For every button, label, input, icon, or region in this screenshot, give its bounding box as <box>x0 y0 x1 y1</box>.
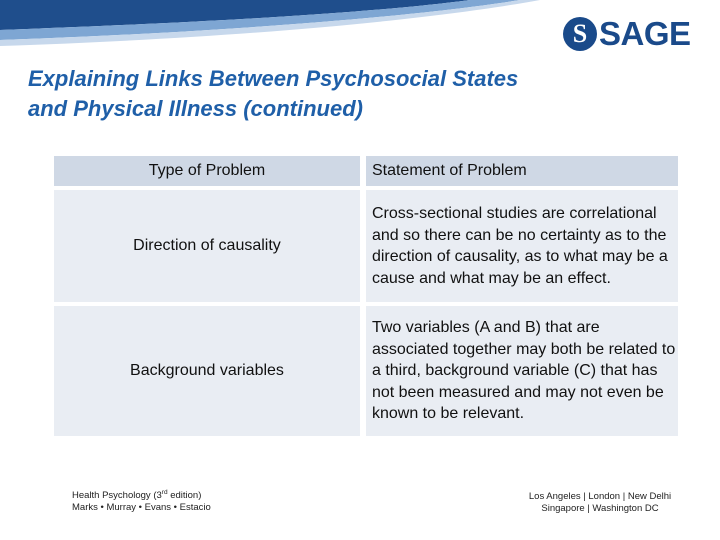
title-line-2: and Physical Illness (continued) <box>28 96 363 121</box>
row-type-cell: Background variables <box>54 302 360 436</box>
publisher-cities <box>520 491 680 515</box>
book-authors: Marks • Murray • Evans • Estacio <box>72 502 211 514</box>
row-type-cell: Direction of causality <box>54 186 360 302</box>
title-line-1: Explaining Links Between Psychosocial States <box>28 66 519 91</box>
sage-logo <box>563 14 691 54</box>
sage-logo-text: SAGE <box>599 15 691 52</box>
table-header-row <box>54 156 678 186</box>
slide-title <box>28 64 688 124</box>
header-statement-of-problem: Statement of Problem <box>360 156 678 186</box>
book-title: Health Psychology (3rd edition) <box>72 489 202 502</box>
sage-logo-icon: S <box>563 17 597 51</box>
table-row <box>54 302 678 436</box>
problems-table <box>54 156 678 436</box>
table-row <box>54 186 678 302</box>
cities-line-1: Los Angeles | London | New Delhi <box>528 491 672 502</box>
book-citation <box>72 487 211 514</box>
row-statement-cell: Cross-sectional studies are correlational and so there can be no certainty as to the direction of causality, as to what may be a cause and what may be an effect. <box>360 186 678 302</box>
row-statement-cell: Two variables (A and B) that are associated together may both be related to a third, background variable (C) that has not been measured and may not even be known to be relevant. <box>360 302 678 436</box>
header-type-of-problem: Type of Problem <box>54 156 360 186</box>
cities-line-2: Singapore | Washington DC <box>541 503 659 514</box>
